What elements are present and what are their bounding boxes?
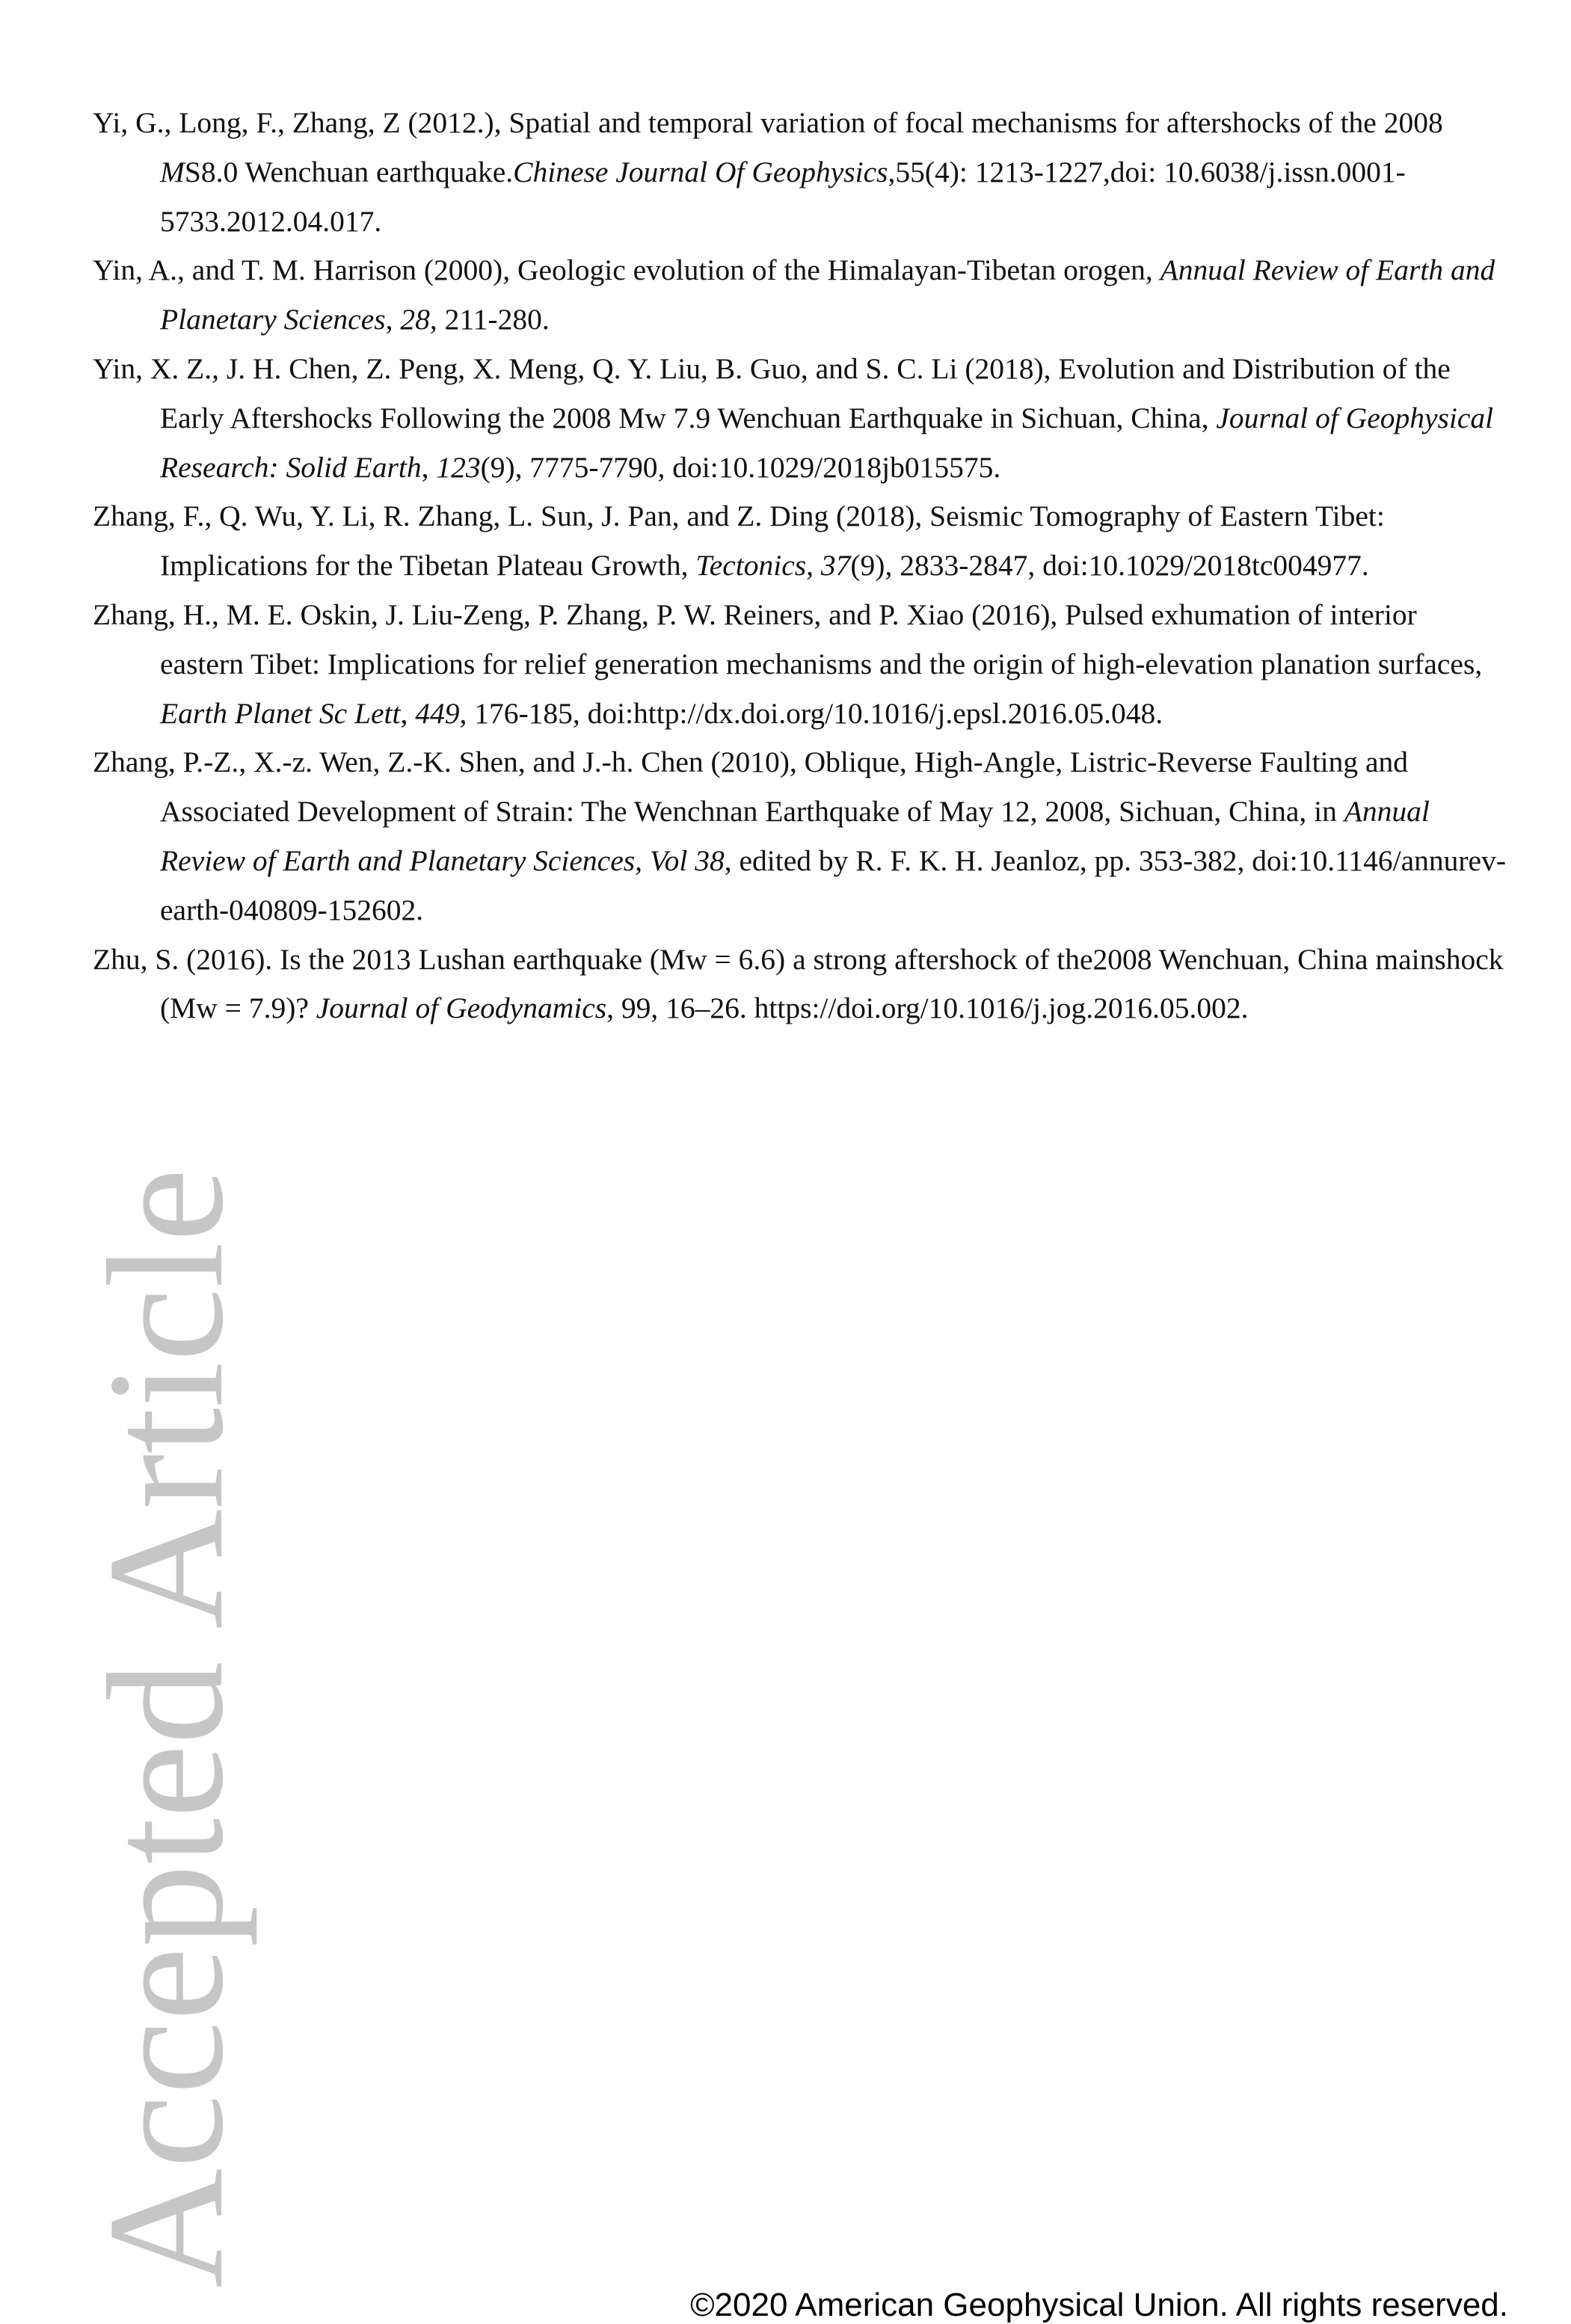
reference-text: , 99, 16–26. https://doi.org/10.1016/j.jog.2016.05.002. <box>606 992 1249 1025</box>
reference-text: , <box>400 696 416 730</box>
reference-text: ,55(4): 1213-1227,doi: 10.6038/j.issn.0001-5733.2012.04.017. <box>160 155 1406 238</box>
reference-text: Zhang, P.-Z., X.-z. Wen, Z.-K. Shen, and J.-h. Chen (2010), Oblique, High-Angle, Listric-Reverse Faulting and Associated Development of Strain: The Wenchnan Earthquake of May 12, 2008, Sichuan, China, in <box>93 746 1408 829</box>
reference-text: (9), 2833-2847, doi:10.1029/2018tc004977. <box>850 549 1369 582</box>
reference-entry <box>93 591 1506 738</box>
reference-text: Yin, A., and T. M. Harrison (2000), Geologic evolution of the Himalayan-Tibetan orogen, <box>93 253 1160 287</box>
reference-text: Yin, X. Z., J. H. Chen, Z. Peng, X. Meng, Q. Y. Liu, B. Guo, and S. C. Li (2018), Evolution and Distribution of the Early Aftershocks Following the 2008 Mw 7.9 Wenchuan Earthquake in Sichuan, China, <box>93 351 1451 434</box>
reference-italic-text: Tectonics <box>695 549 807 582</box>
copyright-footer: ©2020 American Geophysical Union. All rights reserved. <box>690 2287 1508 2323</box>
reference-italic-text: Journal of Geodynamics <box>316 992 607 1025</box>
reference-text: (9), 7775-7790, doi:10.1029/2018jb015575. <box>480 450 1001 484</box>
reference-text: S8.0 Wenchuan earthquake. <box>184 155 514 188</box>
reference-text: , edited by R. F. K. H. Jeanloz, pp. 353-382, doi:10.1146/annurev-earth-040809-152602. <box>160 843 1506 926</box>
reference-text: Zhang, H., M. E. Oskin, J. Liu-Zeng, P. Zhang, P. W. Reiners, and P. Xiao (2016), Pulsed exhumation of interior eastern Tibet: Implications for relief generation mechanisms and the origin of high-elevation planation surfaces, <box>93 597 1483 680</box>
reference-italic-text: Annual Review of Earth and Planetary Sciences, Vol 38 <box>160 795 1430 877</box>
reference-italic-text: Journal of Geophysical Research: Solid Earth <box>160 401 1494 484</box>
reference-italic-text: Chinese Journal Of Geophysics <box>513 155 888 188</box>
reference-entry <box>93 935 1506 1034</box>
reference-text: Zhang, F., Q. Wu, Y. Li, R. Zhang, L. Sun, J. Pan, and Z. Ding (2018), Seismic Tomography of Eastern Tibet: Implications for the Tibetan Plateau Growth, <box>93 499 1385 582</box>
reference-italic-text: 37 <box>820 549 851 582</box>
reference-italic-text: M <box>160 155 185 188</box>
reference-italic-text: 28 <box>400 303 430 336</box>
reference-entry <box>93 492 1506 591</box>
reference-italic-text: Earth Planet Sc Lett <box>160 696 401 730</box>
reference-italic-text: Annual Review of Earth and Planetary Sciences <box>160 253 1495 336</box>
reference-text: , <box>421 450 437 484</box>
reference-entry <box>93 345 1506 492</box>
reference-entry <box>93 99 1506 246</box>
reference-text: Yi, G., Long, F., Zhang, Z (2012.), Spatial and temporal variation of focal mechanisms for aftershocks of the 2008 <box>93 106 1443 139</box>
reference-text: , <box>385 303 401 336</box>
reference-text: , 211-280. <box>429 303 550 336</box>
reference-italic-text: 449 <box>415 696 460 730</box>
reference-text: Zhu, S. (2016). Is the 2013 Lushan earthquake (Mw = 6.6) a strong aftershock of the2008 Wenchuan, China mainshock (Mw = 7.9)? <box>93 942 1504 1025</box>
reference-text: , 176-185, doi:http://dx.doi.org/10.1016/j.epsl.2016.05.048. <box>459 696 1163 730</box>
reference-italic-text: 123 <box>436 450 481 484</box>
reference-entry <box>93 738 1506 935</box>
reference-entry <box>93 246 1506 345</box>
reference-text: , <box>806 549 821 582</box>
reference-list <box>93 99 1506 1033</box>
watermark-text: Accepted Article <box>74 1168 258 2288</box>
